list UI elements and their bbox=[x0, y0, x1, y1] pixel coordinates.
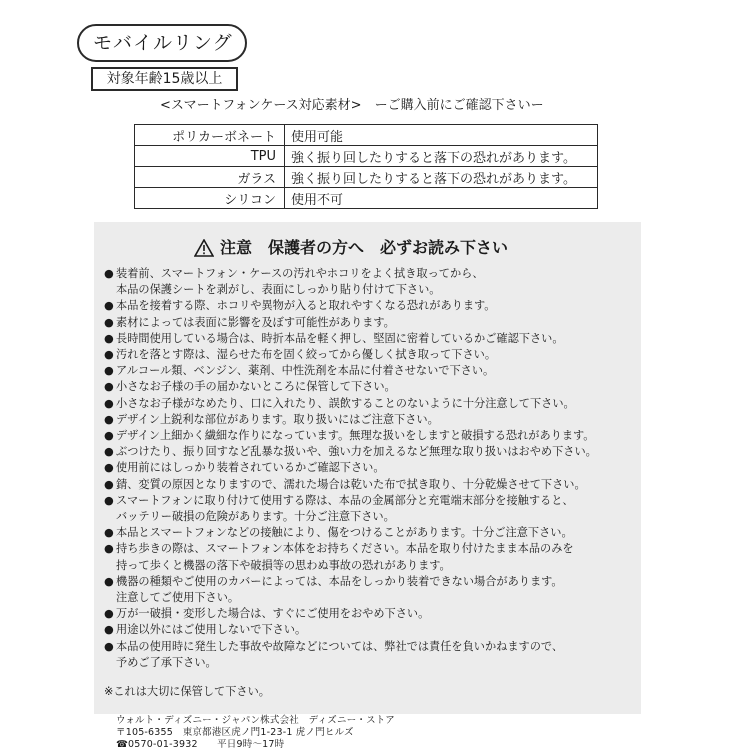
status-cell: 強く振り回したりすると落下の恐れがあります。 bbox=[285, 167, 598, 188]
list-item bbox=[104, 590, 634, 606]
list-item bbox=[104, 639, 634, 655]
bullet-icon: ● bbox=[104, 380, 114, 394]
list-item bbox=[104, 347, 634, 363]
warning-icon bbox=[194, 239, 214, 257]
material-cell: ガラス bbox=[135, 167, 285, 188]
compat-table bbox=[134, 124, 598, 209]
bullet-icon: ● bbox=[104, 412, 114, 426]
list-item bbox=[104, 298, 634, 314]
table-row bbox=[135, 146, 598, 167]
material-cell: TPU bbox=[135, 146, 285, 167]
bullet-icon: ● bbox=[104, 574, 114, 588]
list-item bbox=[104, 558, 634, 574]
list-item-text: 持って歩くと機器の落下や破損等の思わぬ事故の恐れがあります。 bbox=[116, 558, 451, 572]
bullet-icon: ● bbox=[104, 429, 114, 443]
list-item-text: 汚れを落とす際は、湿らせた布を固く絞ってから優しく拭き取って下さい。 bbox=[116, 348, 497, 362]
list-item-text: 錆、変質の原因となりますので、濡れた場合は乾いた布で拭き取り、十分乾燥させて下さい。 bbox=[116, 477, 586, 491]
list-item bbox=[104, 606, 634, 622]
bullet-icon: ● bbox=[104, 299, 114, 313]
company-name: ウォルト・ディズニー・ジャパン株式会社 ディズニー・ストア bbox=[116, 715, 395, 726]
bullet-icon: ● bbox=[104, 461, 114, 475]
list-item-text: 機器の種類やご使用のカバーによっては、本品をしっかり装着できない場合があります。 bbox=[116, 574, 563, 588]
list-item-text: 装着前、スマートフォン・ケースの汚れやホコリをよく拭き取ってから、 bbox=[116, 267, 484, 280]
list-item-text: 本品とスマートフォンなどの接触により、傷をつけることがあります。十分ご注意下さい。 bbox=[116, 526, 573, 540]
bullet-icon: ● bbox=[104, 348, 114, 362]
phone-number: 0570-01-3932 平日9時～17時 bbox=[128, 739, 285, 750]
list-item-text: 小さなお子様の手の届かないところに保管して下さい。 bbox=[116, 380, 396, 394]
list-item bbox=[104, 541, 634, 557]
bullet-icon: ● bbox=[104, 445, 114, 459]
bullet-icon: ● bbox=[104, 493, 114, 507]
list-item-text: 本品の使用時に発生した事故や故障などについては、弊社では責任を負いかねますので、 bbox=[116, 639, 564, 653]
product-title: モバイルリング bbox=[77, 24, 247, 62]
status-cell: 強く振り回したりすると落下の恐れがあります。 bbox=[285, 146, 598, 167]
list-item bbox=[104, 525, 634, 541]
list-item-text: 注意してご使用下さい。 bbox=[116, 591, 240, 605]
list-item-text: 持ち歩きの際は、スマートフォン本体をお持ちください。本品を取り付けたまま本品のみを bbox=[116, 542, 574, 556]
material-cell: ポリカーボネート bbox=[135, 125, 285, 146]
list-item-text: デザイン上細かく繊細な作りになっています。無理な扱いをしますと破損する恐れがあります。 bbox=[116, 429, 595, 443]
list-item-text: 小さなお子様がなめたり、口に入れたり、誤飲することのないように十分注意して下さい。 bbox=[116, 396, 575, 410]
list-item-text: 本品を接着する際、ホコリや異物が入ると取れやすくなる恐れがあります。 bbox=[116, 299, 496, 313]
list-item bbox=[104, 282, 634, 298]
list-item-text: デザイン上鋭利な部位があります。取り扱いにはご注意下さい。 bbox=[116, 412, 439, 426]
address: 〒105-6355 東京都港区虎ノ門1-23-1 虎ノ門ヒルズ bbox=[116, 727, 354, 738]
list-item-text: ぶつけたり、振り回すなど乱暴な扱いや、強い力を加えるなど無理な取り扱いはおやめ下さい。 bbox=[116, 445, 597, 459]
phone-icon: ☎ bbox=[116, 739, 129, 750]
footer bbox=[116, 715, 436, 751]
bullet-icon: ● bbox=[104, 639, 114, 653]
list-item bbox=[104, 509, 634, 525]
bullet-icon: ● bbox=[104, 526, 114, 540]
bullet-icon: ● bbox=[104, 364, 114, 378]
list-item-text: バッテリー破損の危険があります。十分ご注意下さい。 bbox=[116, 510, 395, 524]
caution-list bbox=[104, 266, 634, 671]
list-item bbox=[104, 379, 634, 395]
list-item bbox=[104, 396, 634, 412]
table-row bbox=[135, 167, 598, 188]
list-item bbox=[104, 315, 634, 331]
status-cell: 使用不可 bbox=[285, 188, 598, 209]
list-item bbox=[104, 493, 634, 509]
bullet-icon: ● bbox=[104, 331, 114, 345]
list-item bbox=[104, 428, 634, 444]
age-note: 対象年齢15歳以上 bbox=[91, 67, 238, 91]
material-cell: シリコン bbox=[135, 188, 285, 209]
compat-heading: <スマートフォンケース対応素材> ーご購入前にご確認下さいー bbox=[160, 98, 544, 113]
bullet-icon: ● bbox=[104, 623, 114, 637]
keep-note: ※これは大切に保管して下さい。 bbox=[104, 685, 270, 698]
list-item-text: アルコール類、ベンジン、薬剤、中性洗剤を本品に付着させないで下さい。 bbox=[116, 364, 495, 378]
list-item-text: 本品の保護シートを剥がし、表面にしっかり貼り付けて下さい。 bbox=[116, 283, 441, 297]
table-row bbox=[135, 125, 598, 146]
list-item-text: 使用前にはしっかり装着されているかご確認下さい。 bbox=[116, 461, 385, 475]
bullet-icon: ● bbox=[104, 267, 114, 280]
list-item bbox=[104, 622, 634, 638]
caution-panel bbox=[94, 222, 641, 714]
list-item bbox=[104, 574, 634, 590]
caution-heading-text: 注意 保護者の方へ 必ずお読み下さい bbox=[220, 238, 509, 257]
list-item bbox=[104, 412, 634, 428]
list-item bbox=[104, 444, 634, 460]
list-item-text: 素材によっては表面に影響を及ぼす可能性があります。 bbox=[116, 315, 395, 329]
list-item bbox=[104, 331, 634, 347]
caution-heading bbox=[194, 236, 554, 260]
list-item-text: 用途以外にはご使用しないで下さい。 bbox=[116, 623, 307, 637]
list-item-text: 長時間使用している場合は、時折本品を軽く押し、堅固に密着しているかご確認下さい。 bbox=[116, 331, 564, 345]
list-item bbox=[104, 460, 634, 476]
list-item-text: 予めご了承下さい。 bbox=[116, 655, 217, 669]
bullet-icon: ● bbox=[104, 396, 114, 410]
list-item bbox=[104, 363, 634, 379]
list-item bbox=[104, 266, 634, 282]
bullet-icon: ● bbox=[104, 542, 114, 556]
status-cell: 使用可能 bbox=[285, 125, 598, 146]
list-item bbox=[104, 477, 634, 493]
list-item-text: 万が一破損・変形した場合は、すぐにご使用をおやめ下さい。 bbox=[116, 607, 430, 621]
phone-row bbox=[116, 739, 436, 751]
list-item-text: スマートフォンに取り付けて使用する際は、本品の金属部分と充電端末部分を接触すると、 bbox=[116, 493, 574, 507]
list-item bbox=[104, 655, 634, 671]
bullet-icon: ● bbox=[104, 607, 114, 621]
table-row bbox=[135, 188, 598, 209]
bullet-icon: ● bbox=[104, 477, 114, 491]
bullet-icon: ● bbox=[104, 315, 114, 329]
